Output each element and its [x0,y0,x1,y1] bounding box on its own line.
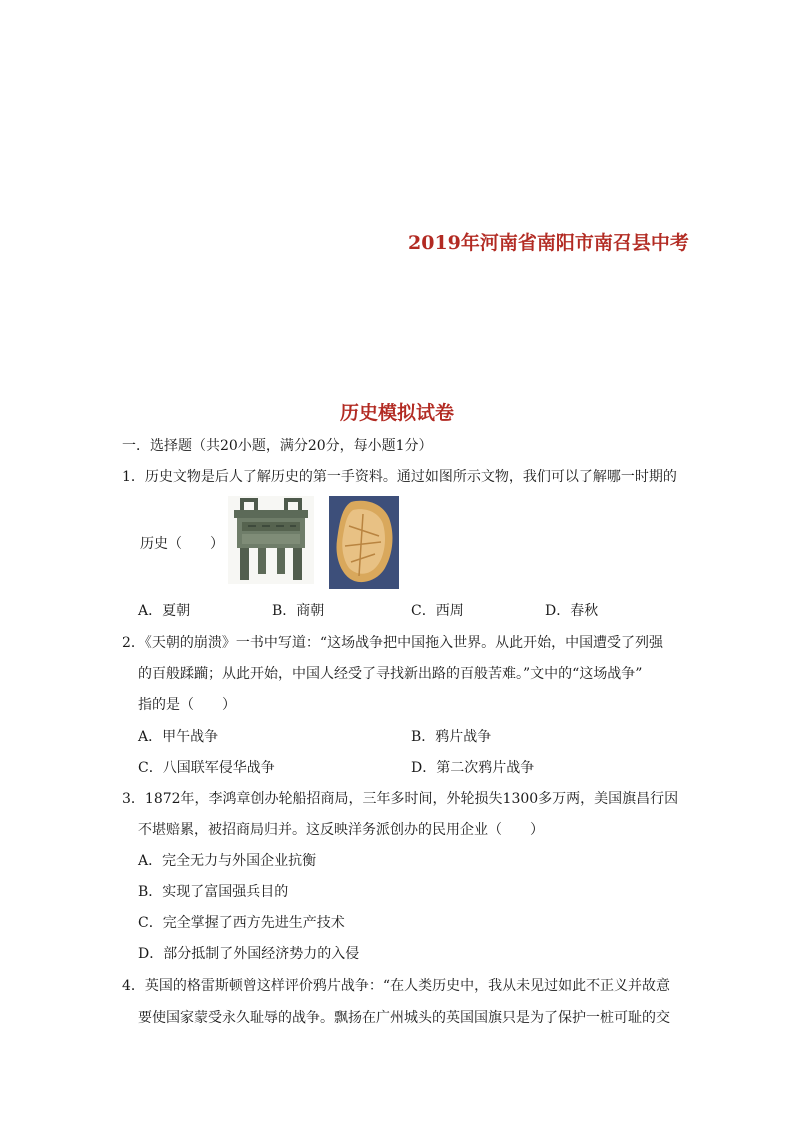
option-b[interactable]: B．实现了富国强兵目的 [138,884,289,900]
option-a[interactable]: A．完全无力与外国企业抗衡 [138,853,317,869]
oracle-bone-image [329,496,399,589]
question-text-line: 1．历史文物是后人了解历史的第一手资料。通过如图所示文物，我们可以了解哪一时期的 [122,469,677,485]
question-text-line: 4．英国的格雷斯顿曾这样评价鸦片战争：“在人类历史中，我从未见过如此不正义并故意 [122,978,671,994]
option-a[interactable]: A．夏朝 [138,603,191,619]
option-c[interactable]: C．西周 [411,603,464,619]
exam-subtitle: 历史模拟试卷 [339,402,454,424]
question-text-line: 3．1872年，李鸿章创办轮船招商局，三年多时间，外轮损失1300多万两，美国旗昌行因 [122,791,679,807]
exam-title: 2019年河南省南阳市南召县中考 [408,232,689,254]
bronze-ding-image [228,496,314,584]
option-a[interactable]: A．甲午战争 [138,729,219,745]
option-d[interactable]: D．春秋 [545,603,599,619]
option-c[interactable]: C．完全掌握了西方先进生产技术 [138,915,345,931]
option-b[interactable]: B．鸦片战争 [411,729,492,745]
question-text-line: 的百般蹂躏；从此开始，中国人经受了寻找新出路的百般苦难。”文中的“这场战争” [138,666,643,682]
section-heading: 一．选择题（共20小题，满分20分，每小题1分） [122,438,433,454]
question-text-line: 历史（ ） [140,536,224,552]
option-d[interactable]: D．部分抵制了外国经济势力的入侵 [138,946,360,962]
question-text-line: 2．《天朝的崩溃》一书中写道：“这场战争把中国拖入世界。从此开始，中国遭受了列强 [122,635,664,651]
question-text-line: 指的是（ ） [138,697,236,713]
option-d[interactable]: D．第二次鸦片战争 [411,760,535,776]
question-text-line: 不堪赔累，被招商局归并。这反映洋务派创办的民用企业（ ） [138,822,544,838]
question-text-line: 要使国家蒙受永久耻辱的战争。飘扬在广州城头的英国国旗只是为了保护一桩可耻的交 [138,1010,670,1026]
option-b[interactable]: B．商朝 [272,603,325,619]
option-c[interactable]: C．八国联军侵华战争 [138,760,275,776]
